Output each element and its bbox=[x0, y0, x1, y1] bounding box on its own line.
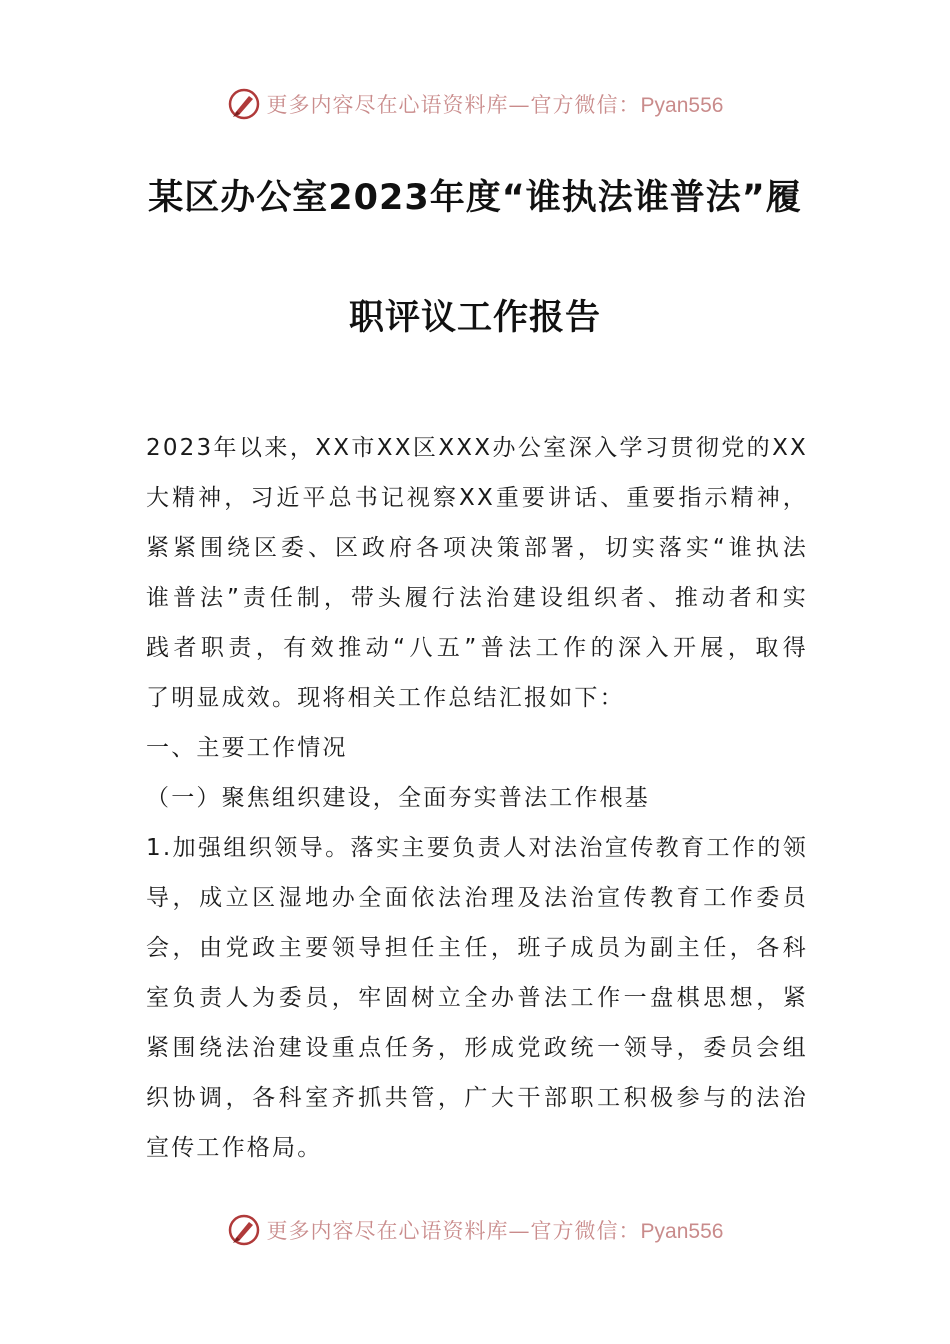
body-line: 2023年以来，XX市XX区XXX办公室深入学习贯彻党的XX bbox=[146, 435, 808, 461]
pen-circle-logo-icon bbox=[227, 1213, 261, 1247]
body-line: 宣传工作格局。 bbox=[146, 1135, 323, 1161]
body-line: 了明显成效。现将相关工作总结汇报如下： bbox=[146, 685, 625, 711]
watermark-text: 更多内容尽在心语资料库—官方微信：Pyan556 bbox=[266, 1219, 724, 1243]
pen-circle-logo-icon bbox=[227, 87, 261, 121]
section-heading: 一、主要工作情况 bbox=[146, 735, 348, 761]
body-line: 大精神，习近平总书记视察XX重要讲话、重要指示精神， bbox=[146, 485, 808, 511]
watermark-bottom bbox=[0, 1210, 950, 1250]
body-line: 践者职责，有效推动“八五”普法工作的深入开展，取得 bbox=[146, 635, 808, 661]
watermark-wechat-id: Pyan556 bbox=[640, 1220, 724, 1243]
body-line: 织协调，各科室齐抓共管，广大干部职工积极参与的法治 bbox=[146, 1085, 808, 1111]
watermark-text: 更多内容尽在心语资料库—官方微信：Pyan556 bbox=[266, 93, 724, 117]
watermark-wechat-id: Pyan556 bbox=[640, 94, 724, 117]
watermark-top bbox=[0, 84, 950, 124]
body-line: 导，成立区湿地办全面依法治理及法治宣传教育工作委员 bbox=[146, 885, 808, 911]
subsection-heading: （一）聚焦组织建设，全面夯实普法工作根基 bbox=[146, 785, 650, 811]
body-line: 紧围绕法治建设重点任务，形成党政统一领导，委员会组 bbox=[146, 1035, 808, 1061]
document-title-line2: 职评议工作报告 bbox=[348, 298, 601, 338]
body-line: 谁普法”责任制，带头履行法治建设组织者、推动者和实 bbox=[146, 585, 808, 611]
body-line: 室负责人为委员，牢固树立全办普法工作一盘棋思想，紧 bbox=[146, 985, 808, 1011]
document-body bbox=[146, 423, 808, 1173]
document-title-line1: 某区办公室2023年度“谁执法谁普法”履 bbox=[148, 178, 802, 218]
body-line: 会，由党政主要领导担任主任，班子成员为副主任，各科 bbox=[146, 935, 808, 961]
body-line: 紧紧围绕区委、区政府各项决策部署，切实落实“谁执法 bbox=[146, 535, 808, 561]
body-line: 1.加强组织领导。落实主要负责人对法治宣传教育工作的领 bbox=[146, 835, 808, 861]
